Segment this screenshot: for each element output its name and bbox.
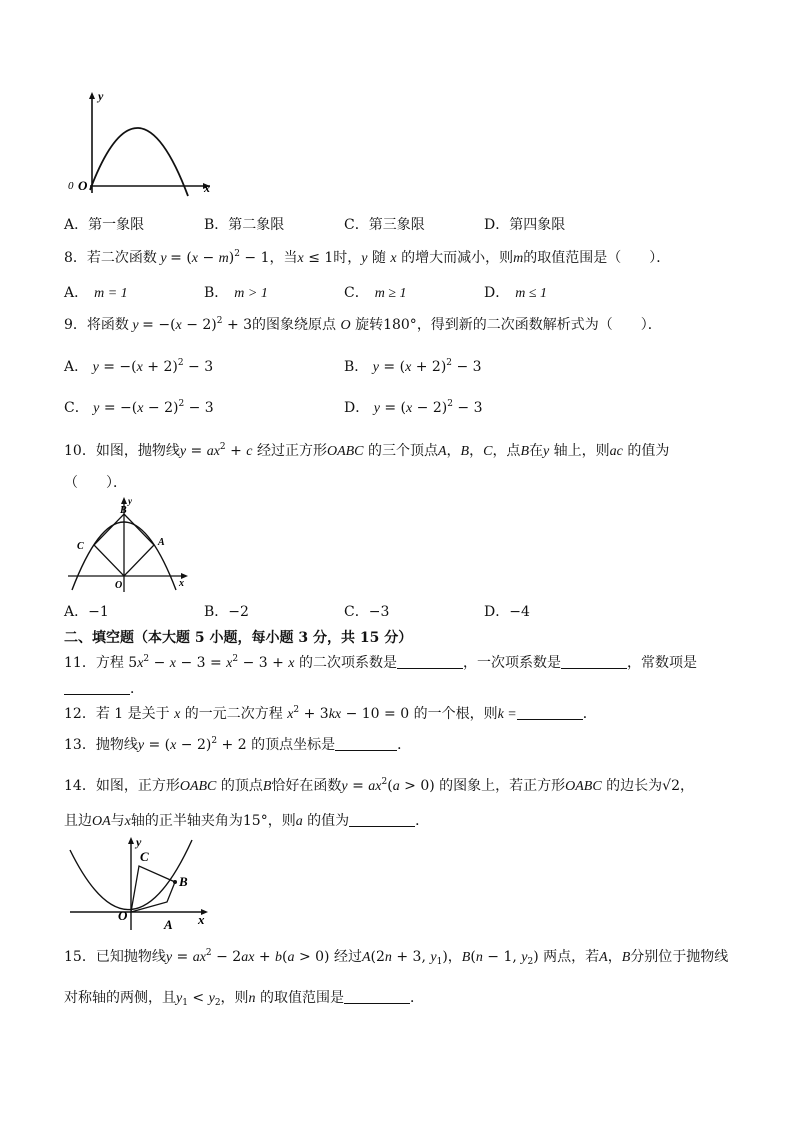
q10-x-label: x: [179, 578, 184, 589]
q10-stem-line2: （ ）．: [64, 475, 127, 491]
q14-a-label: A: [164, 917, 173, 932]
q7-origin-label: O: [78, 178, 88, 193]
q10-b-label: B: [120, 505, 127, 516]
q10-option-b: B．−2: [204, 604, 249, 620]
q9-stem: 9．将函数 $y = -(x - 2)^2 + 3$的图象绕原点 O 旋转180°，得到新的二次函数解析式为（ ）．: [64, 316, 662, 333]
q11-stem: 11．方程 $5x^2 - x - 3 = x^2 - 3 + x$ 的二次项系数是 ，一次项系数是 ，常数项是: [64, 654, 697, 671]
q7-y-label: y: [98, 89, 104, 103]
q10-graph: [64, 494, 194, 594]
q9-option-d: D． $y = (x - 2)^2 - 3$: [344, 399, 483, 416]
q8-option-d: D． m ≤ 1: [484, 285, 548, 301]
q14-stem-line2: 且边OA与x轴的正半轴夹角为15°，则a 的值为 ．: [64, 813, 430, 829]
q10-option-c: C．−3: [344, 604, 390, 620]
q10-a-label: A: [158, 537, 165, 548]
q8-stem: 8．若二次函数 $y = (x - m)^2 - 1$，当x ≤ 1时，y 随 x 的增大而减小，则m的取值范围是（ ）．: [64, 249, 671, 266]
q10-option-a: A．−1: [64, 604, 109, 620]
q9-option-a: A． $y = -(x + 2)^2 - 3$: [64, 358, 214, 375]
q14-stem: 14．如图，正方形OABC 的顶点B恰好在函数$y = ax^2(a > 0)$ 的图象上，若正方形OABC 的边长为√2，: [64, 777, 694, 794]
q7-x-label: x: [204, 181, 210, 195]
q7-option-c: C．第三象限: [344, 217, 425, 233]
q7-graph: [60, 88, 220, 198]
q14-b-label: B: [179, 874, 188, 889]
section-heading: 二、填空题（本大题 5 小题，每小题 3 分，共 15 分）: [64, 630, 413, 646]
q7-option-a: A．第一象限: [64, 217, 145, 233]
q9-option-b: B． $y = (x + 2)^2 - 3$: [344, 358, 482, 375]
q10-y-label: y: [128, 496, 132, 506]
q7-o-small: 0: [68, 180, 74, 192]
q13-stem: 13．抛物线$y = (x - 2)^2 + 2$ 的顶点坐标是 ．: [64, 736, 412, 753]
q14-x-label: x: [198, 912, 205, 927]
q14-c-label: C: [140, 849, 149, 864]
q7-option-d: D．第四象限: [484, 217, 566, 233]
q7-option-b: B．第二象限: [204, 217, 285, 233]
q10-option-d: D．−4: [484, 604, 530, 620]
q14-y-label: y: [136, 835, 142, 849]
q8-option-c: C． m ≥ 1: [344, 285, 407, 301]
q10-stem: 10．如图，抛物线$y = ax^2 + c$ 经过正方形OABC 的三个顶点A，B，C，点B在y 轴上，则ac 的值为: [64, 442, 670, 459]
q11-line2: ．: [64, 680, 144, 698]
q14-o-label: O: [118, 908, 128, 923]
q15-stem: 15．已知抛物线$y = ax^2 - 2ax + b(a > 0)$ 经过A(2n + 3, $y_1$)，B(n − 1, $y_2$) 两点，若A，B分别位于抛物线: [64, 948, 729, 967]
q15-stem-line2: 对称轴的两侧，且$y_1 < y_2$，则n 的取值范围是 ．: [64, 990, 424, 1008]
q10-c-label: C: [77, 541, 84, 552]
q8-option-b: B． m > 1: [204, 285, 268, 301]
q8-option-a: A． m = 1: [64, 285, 128, 301]
q9-option-c: C． $y = -(x - 2)^2 - 3$: [64, 399, 214, 416]
q12-stem: 12．若 1 是关于 x 的一元二次方程 $x^2 + 3kx - 10 = 0$ 的一个根，则k = ．: [64, 705, 597, 722]
q14-graph: [64, 834, 224, 934]
q10-o-label: O: [115, 580, 123, 591]
